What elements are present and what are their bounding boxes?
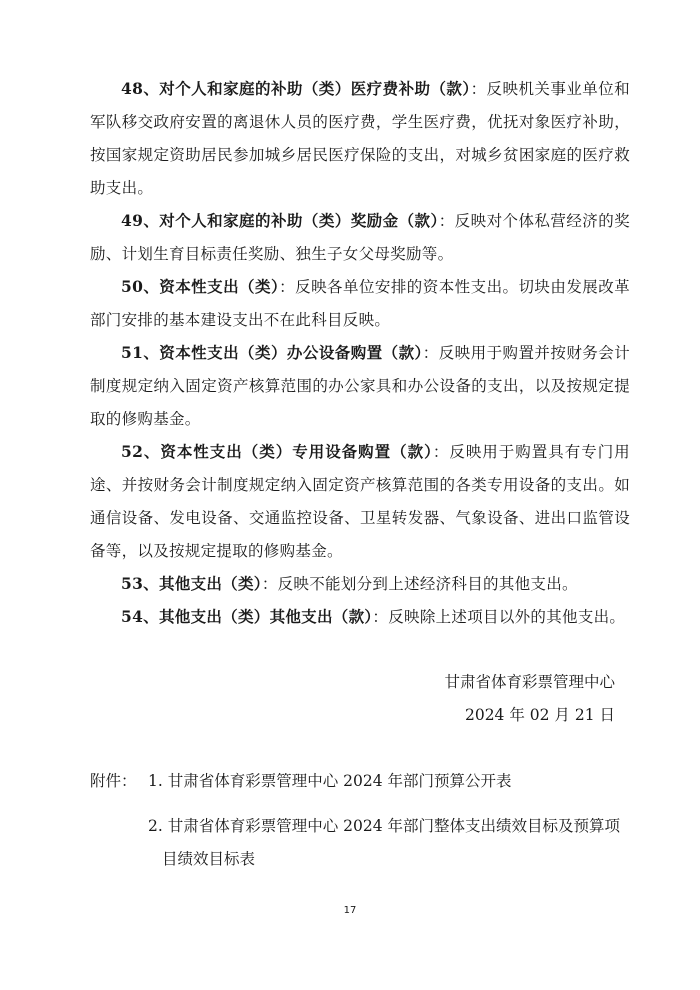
section-heading: 54、其他支出（类）其他支出（款） xyxy=(121,607,373,626)
section-50 xyxy=(90,270,630,337)
section-52 xyxy=(90,435,630,568)
section-51 xyxy=(90,336,630,436)
attachments-label: 附件： xyxy=(90,772,137,790)
section-body: ：反映各单位安排的资本性支出。切块由发展改革部门安排的基本建设支出不在此科目反映。 xyxy=(90,278,631,329)
signature-date: 2024 年 02 月 21 日 xyxy=(464,706,615,724)
page-number: 17 xyxy=(343,905,357,916)
section-54 xyxy=(90,600,630,634)
section-body: ：反映机关事业单位和军队移交政府安置的离退休人员的医疗费，学生医疗费，优抚对象医疗补助，按国家规定资助居民参加城乡居民医疗保险的支出，对城乡贫困家庭的医疗救助支出。 xyxy=(90,80,630,197)
attachment-item-1: 1. 甘肃省体育彩票管理中心 2024 年部门预算公开表 xyxy=(148,772,512,790)
section-53 xyxy=(90,567,630,601)
signature-org: 甘肃省体育彩票管理中心 xyxy=(444,673,615,691)
section-body: ：反映对个体私营经济的奖励、计划生育目标责任奖励、独生子女父母奖励等。 xyxy=(90,212,630,263)
section-heading: 50、资本性支出（类） xyxy=(121,277,280,296)
section-body: ：反映除上述项目以外的其他支出。 xyxy=(372,608,626,626)
section-heading: 49、对个人和家庭的补助（类）奖励金（款） xyxy=(121,211,439,230)
section-49 xyxy=(90,204,630,271)
section-48 xyxy=(90,72,630,205)
attachment-item-2-cont: 目绩效目标表 xyxy=(162,850,256,868)
section-heading: 52、资本性支出（类）专用设备购置（款） xyxy=(121,442,433,461)
section-body: ：反映用于购置具有专门用途、并按财务会计制度规定纳入固定资产核算范围的各类专用设备的支出。如通信设备、发电设备、交通监控设备、卫星转发器、气象设备、进出口监管设备等，以及按规定提取的修购基金。 xyxy=(90,443,630,560)
section-body: ：反映不能划分到上述经济科目的其他支出。 xyxy=(261,575,578,593)
section-body: ：反映用于购置并按财务会计制度规定纳入固定资产核算范围的办公家具和办公设备的支出，以及按规定提取的修购基金。 xyxy=(90,344,630,428)
attachment-item-2: 2. 甘肃省体育彩票管理中心 2024 年部门整体支出绩效目标及预算项 xyxy=(148,817,621,835)
section-heading: 53、其他支出（类） xyxy=(121,574,262,593)
section-heading: 48、对个人和家庭的补助（类）医疗费补助（款） xyxy=(121,79,471,98)
section-heading: 51、资本性支出（类）办公设备购置（款） xyxy=(121,343,423,362)
